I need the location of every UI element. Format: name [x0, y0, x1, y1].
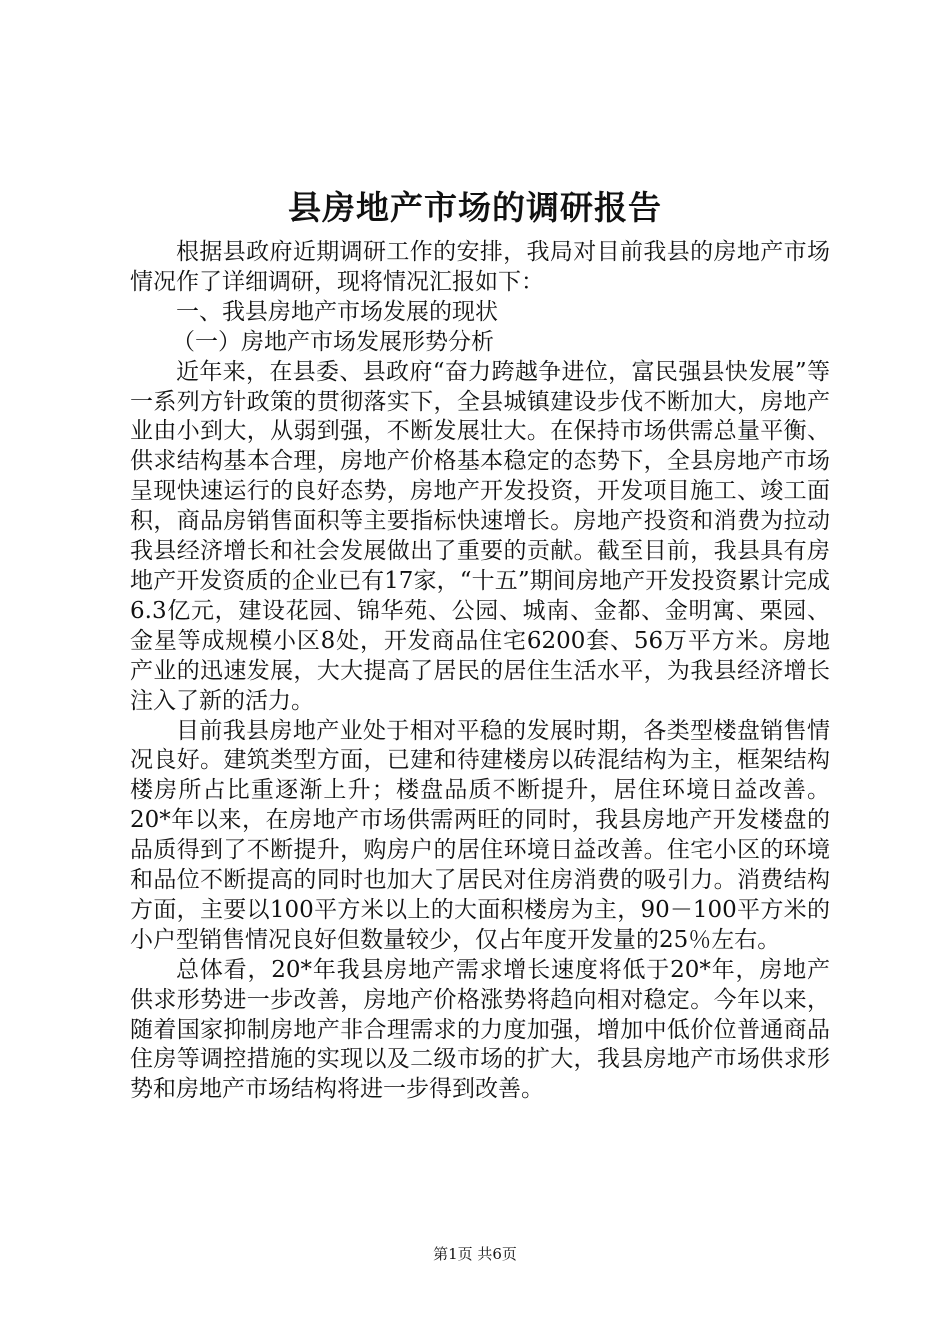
body-paragraph: 总体看，20*年我县房地产需求增长速度将低于20*年，房地产供求形势进一步改善，房地产价格涨势将趋向相对稳定。今年以来，随着国家抑制房地产非合理需求的力度加强，增加中低价位普通商品住房等调控措施的实现以及二级市场的扩大，我县房地产市场供求形势和房地产市场结构将进一步得到改善。 [130, 956, 830, 1103]
document-body [130, 238, 830, 1105]
subsection-heading: （一）房地产市场发展形势分析 [172, 328, 494, 355]
page-number-footer: 第1页 共6页 [433, 1245, 517, 1263]
body-paragraph: 目前我县房地产业处于相对平稳的发展时期，各类型楼盘销售情况良好。建筑类型方面，已建和待建楼房以砖混结构为主，框架结构楼房所占比重逐渐上升；楼盘品质不断提升，居住环境日益改善。20*年以来，在房地产市场供需两旺的同时，我县房地产开发楼盘的品质得到了不断提升，购房户的居住环境日益改善。住宅小区的环境和品位不断提高的同时也加大了居民对住房消费的吸引力。消费结构方面，主要以100平方米以上的大面积楼房为主，90－100平方米的小户型销售情况良好但数量较少，仅占年度开发量的25％左右。 [130, 717, 830, 953]
body-paragraph: 近年来，在县委、县政府“奋力跨越争进位，富民强县快发展”等一系列方针政策的贯彻落实下，全县城镇建设步伐不断加大，房地产业由小到大，从弱到强，不断发展壮大。在保持市场供需总量平衡、供求结构基本合理，房地产价格基本稳定的态势下，全县房地产市场呈现快速运行的良好态势，房地产开发投资，开发项目施工、竣工面积，商品房销售面积等主要指标快速增长。房地产投资和消费为拉动我县经济增长和社会发展做出了重要的贡献。截至目前，我县具有房地产开发资质的企业已有17家，“十五”期间房地产开发投资累计完成6.3亿元，建设花园、锦华苑、公园、城南、金都、金明寓、栗园、金星等成规模小区8处，开发商品住宅6200套、56万平方米。房地产业的迅速发展，大大提高了居民的居住生活水平，为我县经济增长注入了新的活力。 [130, 358, 830, 714]
intro-paragraph: 根据县政府近期调研工作的安排，我局对目前我县的房地产市场情况作了详细调研，现将情况汇报如下： [130, 239, 830, 295]
section-heading: 一、我县房地产市场发展的现状 [176, 298, 498, 325]
document-title: 县房地产市场的调研报告 [288, 188, 662, 227]
